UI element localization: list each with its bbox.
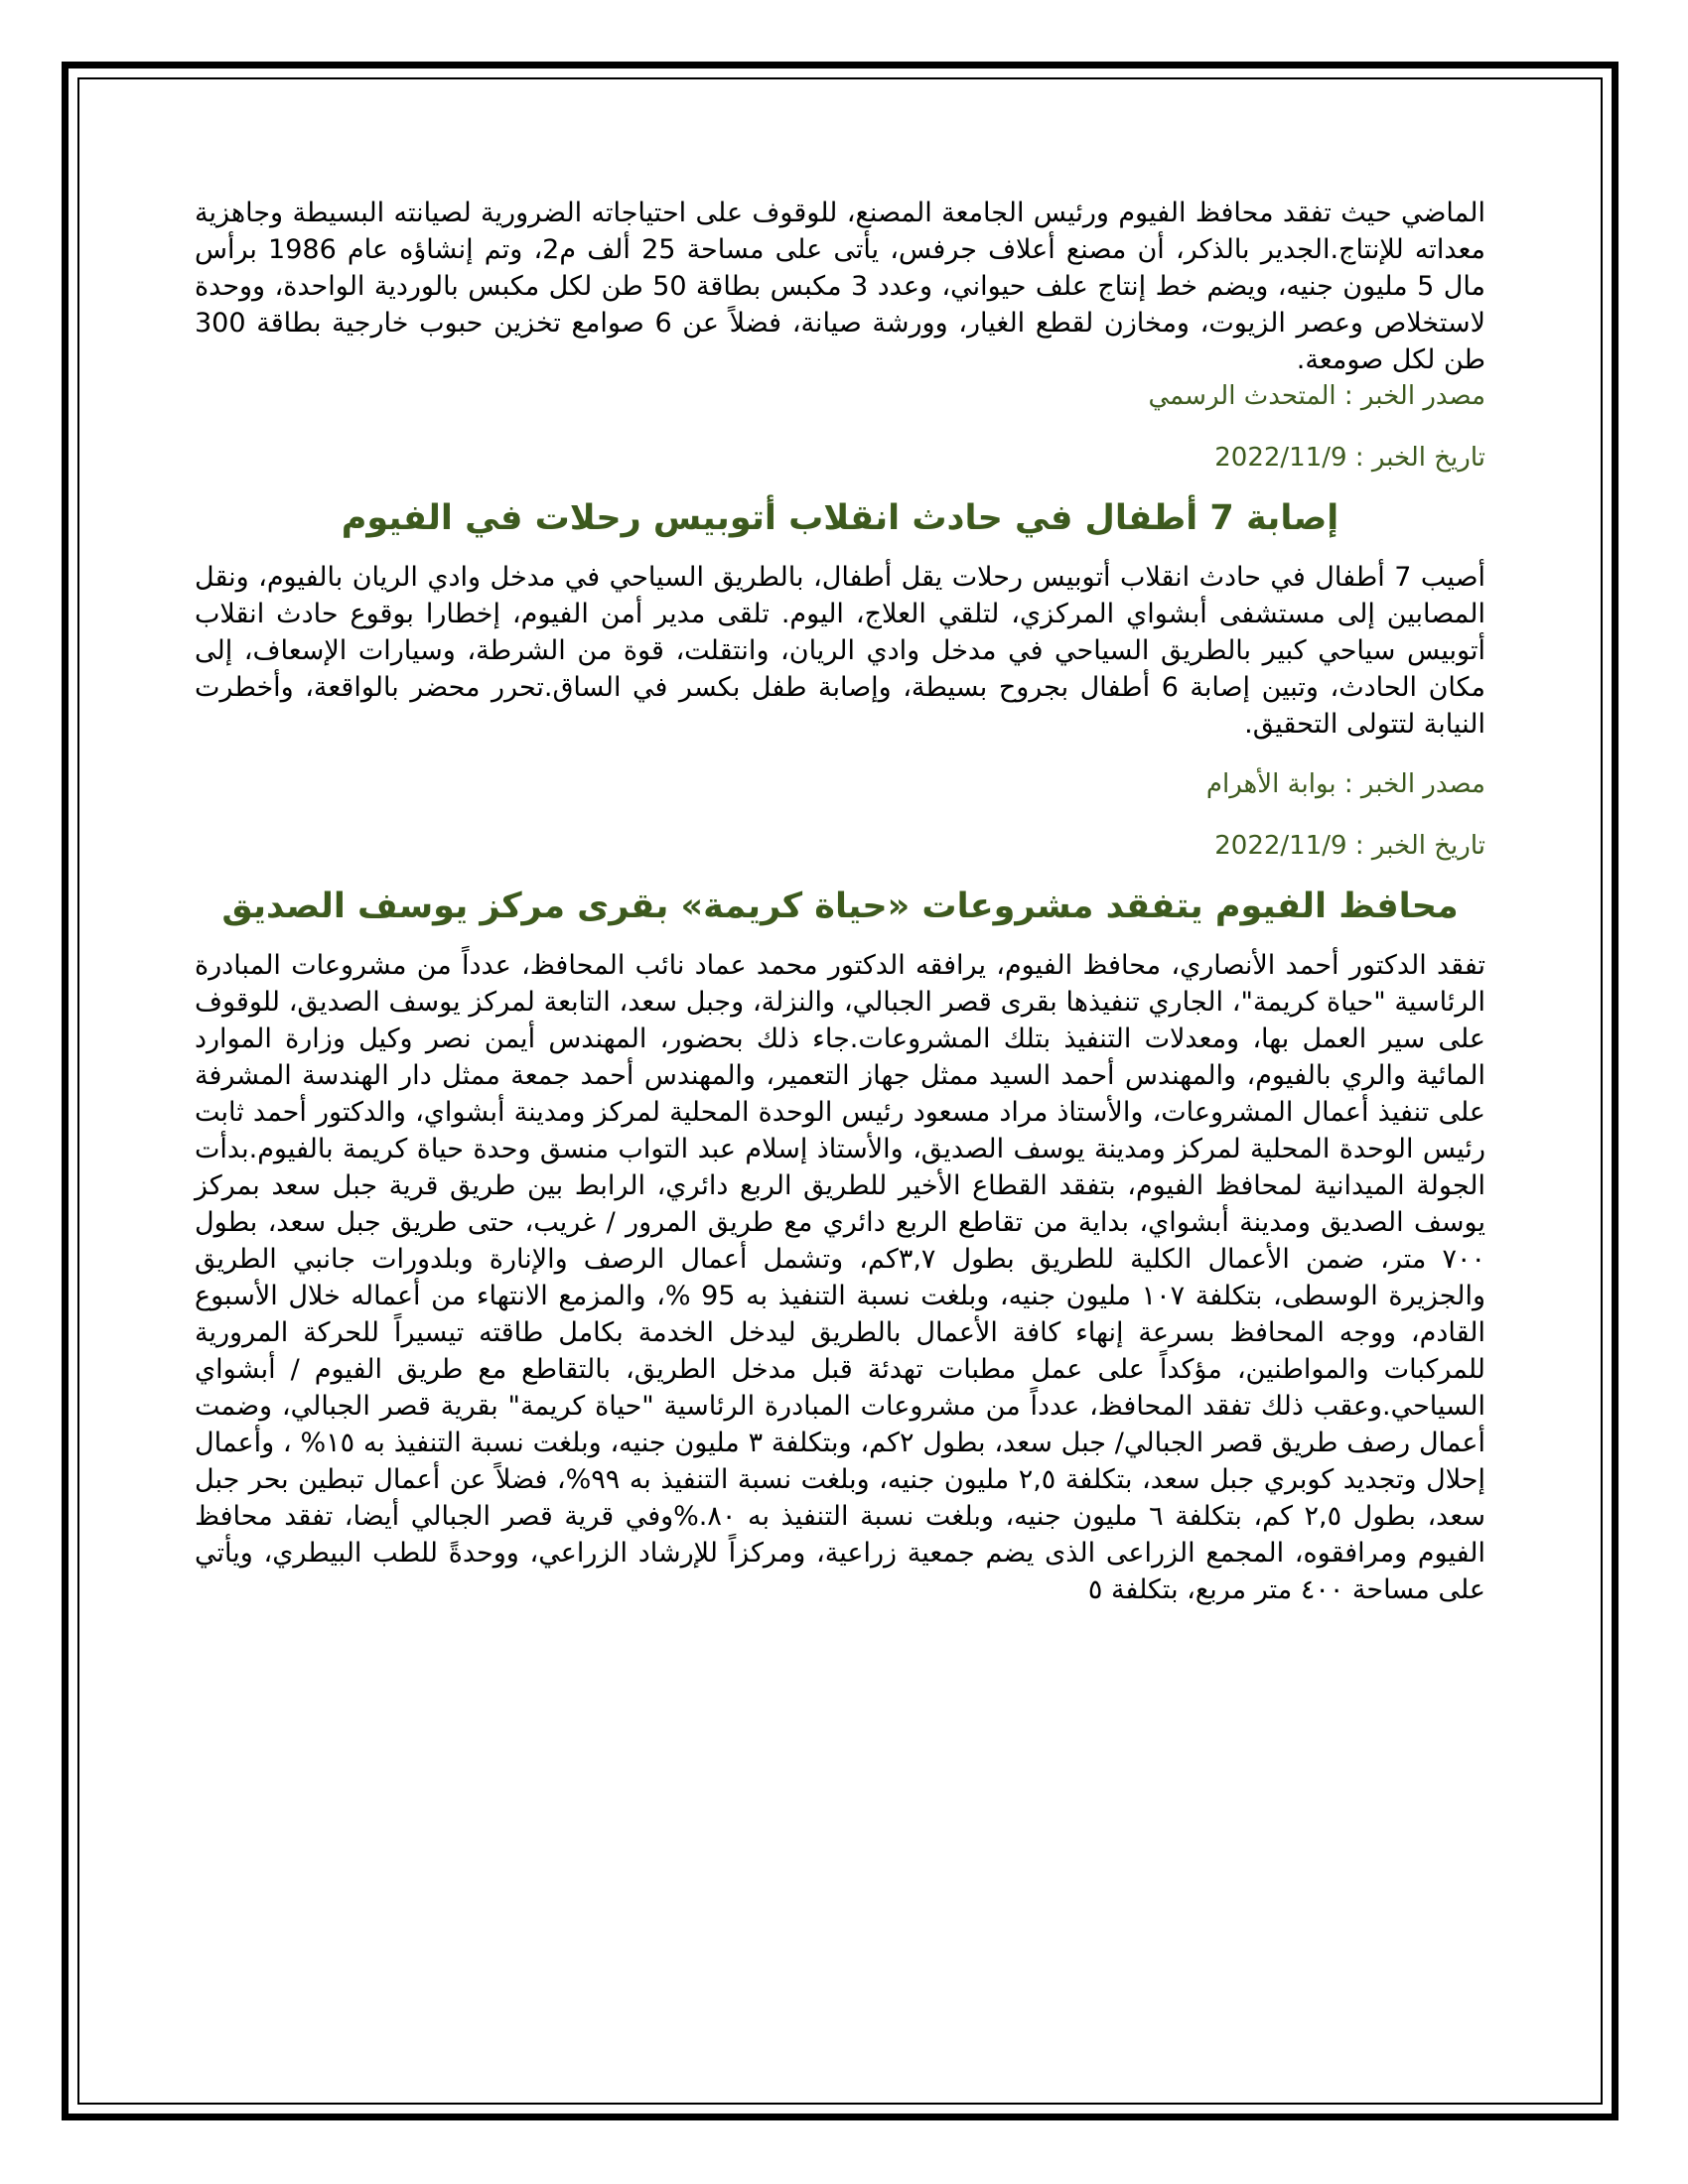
document-content — [195, 195, 1485, 1608]
article2-title: محافظ الفيوم يتفقد مشروعات «حياة كريمة» بقرى مركز يوسف الصديق — [221, 887, 1459, 926]
article1-title: إصابة 7 أطفال في حادث انقلاب أتوبيس رحلات في الفيوم — [341, 498, 1339, 538]
article2-body: تفقد الدكتور أحمد الأنصاري، محافظ الفيوم، يرافقه الدكتور محمد عماد نائب المحافظ، عدداً من مشروعات المبادرة الرئاسية "حياة كريمة"، الجاري تنفيذها بقرى قصر الجبالي، والنزلة، وجبل سعد، التابعة لمركز يوسف الصديق، للوقوف على سير العمل بها، ومعدلات التنفيذ بتلك المشروعات.جاء ذلك بحضور، المهندس أيمن نصر وكيل وزارة الموارد المائية والري بالفيوم، والمهندس أحمد السيد ممثل جهاز التعمير، والمهندس أحمد جمعة ممثل دار الهندسة المشرفة على تنفيذ أعمال المشروعات، والأستاذ مراد مسعود رئيس الوحدة المحلية لمركز ومدينة أبشواي، والدكتور أحمد ثابت رئيس الوحدة المحلية لمركز ومدينة يوسف الصديق، والأستاذ إسلام عبد التواب منسق وحدة حياة كريمة بالفيوم.بدأت الجولة الميدانية لمحافظ الفيوم، بتفقد القطاع الأخير للطريق الربع دائري، الرابط بين طريق قرية جبل سعد بمركز يوسف الصديق ومدينة أبشواي، بداية من تقاطع الربع دائري مع طريق المرور / غريب، حتى طريق جبل سعد، بطول ٧٠٠ متر، ضمن الأعمال الكلية للطريق بطول ٣,٧كم، وتشمل أعمال الرصف والإنارة وبلدورات جانبي الطريق والجزيرة الوسطى، بتكلفة ١٠٧ مليون جنيه، وبلغت نسبة التنفيذ به 95 %، والمزمع الانتهاء من أعماله خلال الأسبوع القادم، ووجه المحافظ بسرعة إنهاء كافة الأعمال بالطريق ليدخل الخدمة بكامل طاقته تيسيراً للحركة المرورية للمركبات والمواطنين، مؤكداً على عمل مطبات تهدئة قبل مدخل الطريق، بالتقاطع مع طريق الفيوم / أبشواي السياحي.وعقب ذلك تفقد المحافظ، عدداً من مشروعات المبادرة الرئاسية "حياة كريمة" بقرية قصر الجبالي، وضمت أعمال رصف طريق قصر الجبالي/ جبل سعد، بطول ٢كم، وبتكلفة ٣ مليون جنيه، وبلغت نسبة التنفيذ به ١٥% ، وأعمال إحلال وتجديد كوبري جبل سعد، بتكلفة ٢,٥ مليون جنيه، وبلغت نسبة التنفيذ به ٩٩%، فضلاً عن أعمال تبطين بحر جبل سعد، بطول ٢,٥ كم، بتكلفة ٦ مليون جنيه، وبلغت نسبة التنفيذ به ٨٠.%وفي قرية قصر الجبالي أيضا، تفقد محافظ الفيوم ومرافقوه، المجمع الزراعى الذى يضم جمعية زراعية، ومركزاً للإرشاد الزراعي، ووحدةً للطب البيطري، ويأتي على مساحة ٤٠٠ متر مربع، بتكلفة ٥ — [195, 950, 1486, 1605]
article1-date: تاريخ الخبر : 2022/11/9 — [1214, 443, 1485, 473]
intro-source: مصدر الخبر : المتحدث الرسمي — [1148, 381, 1485, 411]
article2-date: تاريخ الخبر : 2022/11/9 — [1214, 831, 1485, 861]
spacer — [195, 743, 1485, 766]
article1-source: مصدر الخبر : بوابة الأهرام — [1205, 769, 1485, 799]
intro-paragraph: الماضي حيث تفقد محافظ الفيوم ورئيس الجامعة المصنع، للوقوف على احتياجاته الضرورية لصيانته البسيطة وجاهزية معداته للإنتاج.الجدير بالذكر، أن مصنع أعلاف جرفس، يأتى على مساحة 25 ألف م2، وتم إنشاؤه عام 1986 برأس مال 5 مليون جنيه، ويضم خط إنتاج علف حيواني، وعدد 3 مكبس بطاقة 50 طن لكل مكبس بالوردية الواحدة، ووحدة لاستخلاص وعصر الزيوت، ومخازن لقطع الغيار، وورشة صيانة، فضلاً عن 6 صوامع تخزين حبوب خارجية بطاقة 300 طن لكل صومعة. — [195, 198, 1486, 375]
article1-body: أصيب 7 أطفال في حادث انقلاب أتوبيس رحلات يقل أطفال، بالطريق السياحي في مدخل وادي الريان بالفيوم، ونقل المصابين إلى مستشفى أبشواي المركزي، لتلقي العلاج، اليوم. تلقى مدير أمن الفيوم، إخطارا بوقوع حادث انقلاب أتوبيس سياحي كبير بالطريق السياحي في مدخل وادي الريان، وانتقلت، قوة من الشرطة، وسيارات الإسعاف، إلى مكان الحادث، وتبين إصابة 6 أطفال بجروح بسيطة، وإصابة طفل بكسر في الساق.تحرر محضر بالواقعة، وأخطرت النيابة لتتولى التحقيق. — [195, 562, 1485, 740]
